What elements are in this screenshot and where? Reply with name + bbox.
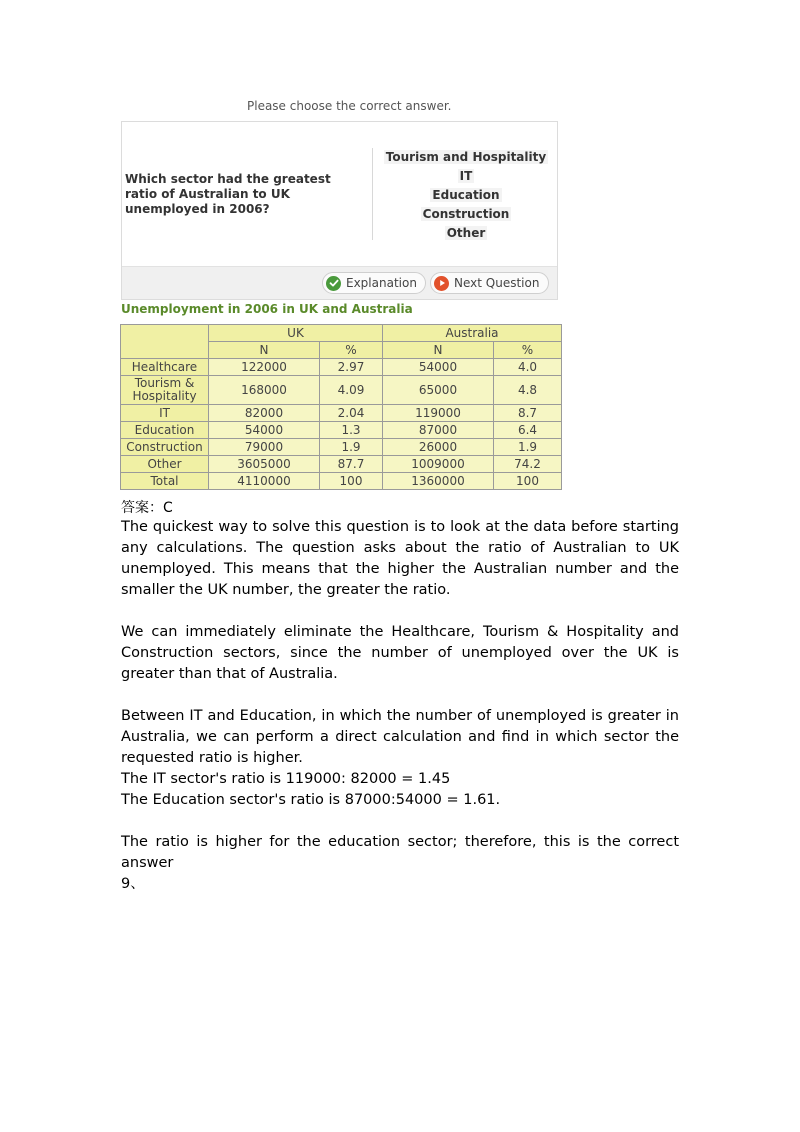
question-text: Which sector had the greatest ratio of Australian to UK unemployed in 2006?: [125, 172, 331, 216]
sector-label: IT: [121, 405, 209, 422]
uk-pct-cell: 87.7: [320, 456, 383, 473]
au-n-header: N: [383, 342, 494, 359]
table-row: [121, 439, 562, 456]
instruction-text: Please choose the correct answer.: [247, 99, 452, 113]
au-n-cell: 1360000: [383, 473, 494, 490]
uk-n-cell: 79000: [209, 439, 320, 456]
education-ratio-line: The Education sector's ratio is 87000:54000 = 1.61.: [121, 792, 501, 808]
au-pct-cell: 4.8: [494, 376, 562, 405]
check-icon: [326, 276, 341, 291]
option-tourism-hospitality[interactable]: Tourism and Hospitality: [385, 150, 547, 164]
corner-cell: [121, 325, 209, 359]
panel-divider: [372, 148, 373, 240]
table-row: [121, 422, 562, 439]
uk-pct-cell: 2.97: [320, 359, 383, 376]
option-education[interactable]: Education: [432, 188, 500, 202]
question-footer: [122, 266, 557, 299]
next-question-button[interactable]: [430, 272, 549, 294]
au-pct-header: %: [494, 342, 562, 359]
uk-pct-cell: 100: [320, 473, 383, 490]
uk-n-cell: 3605000: [209, 456, 320, 473]
unemployment-table: [120, 324, 562, 490]
table-row: [121, 359, 562, 376]
uk-n-cell: 122000: [209, 359, 320, 376]
table-row: [121, 473, 562, 490]
uk-pct-cell: 1.9: [320, 439, 383, 456]
uk-n-cell: 168000: [209, 376, 320, 405]
au-n-cell: 65000: [383, 376, 494, 405]
au-pct-cell: 74.2: [494, 456, 562, 473]
sector-label: Tourism & Hospitality: [121, 376, 209, 405]
uk-n-cell: 54000: [209, 422, 320, 439]
option-other[interactable]: Other: [446, 226, 486, 240]
au-pct-cell: 4.0: [494, 359, 562, 376]
it-ratio-line: The IT sector's ratio is 119000: 82000 = 1.45: [121, 771, 451, 787]
table-row: [121, 376, 562, 405]
uk-n-cell: 4110000: [209, 473, 320, 490]
au-pct-cell: 8.7: [494, 405, 562, 422]
au-n-cell: 54000: [383, 359, 494, 376]
option-construction[interactable]: Construction: [422, 207, 510, 221]
sector-label: Healthcare: [121, 359, 209, 376]
au-n-cell: 26000: [383, 439, 494, 456]
au-pct-cell: 6.4: [494, 422, 562, 439]
uk-pct-cell: 4.09: [320, 376, 383, 405]
explanation-paragraph-3: Between IT and Education, in which the number of unemployed is greater in Australia, we can perform a direct calculation and find in which sector the requested ratio is higher.: [121, 708, 679, 766]
next-question-number: 9、: [121, 876, 145, 892]
au-n-cell: 87000: [383, 422, 494, 439]
uk-pct-header: %: [320, 342, 383, 359]
explanation-paragraph-1: The quickest way to solve this question is to look at the data before starting any calculations. The question asks about the ratio of Australian to UK unemployed. This means that the higher the Australian number and the smaller the UK number, the greater the ratio.: [121, 519, 679, 598]
table-title: Unemployment in 2006 in UK and Australia: [121, 302, 413, 316]
uk-n-cell: 82000: [209, 405, 320, 422]
uk-group-header: UK: [209, 325, 383, 342]
next-question-label: Next Question: [454, 276, 540, 290]
answer-key: 答案：C: [121, 500, 173, 516]
answer-options: [377, 148, 555, 243]
explanation-button[interactable]: [322, 272, 426, 294]
au-n-cell: 1009000: [383, 456, 494, 473]
uk-pct-cell: 2.04: [320, 405, 383, 422]
question-panel: [121, 121, 558, 300]
sector-label: Education: [121, 422, 209, 439]
uk-n-header: N: [209, 342, 320, 359]
table-row: [121, 456, 562, 473]
sector-label: Total: [121, 473, 209, 490]
au-pct-cell: 100: [494, 473, 562, 490]
australia-group-header: Australia: [383, 325, 562, 342]
explanation-label: Explanation: [346, 276, 417, 290]
table-row: [121, 405, 562, 422]
explanation-paragraph-2: We can immediately eliminate the Healthcare, Tourism & Hospitality and Construction sectors, since the number of unemployed over the UK is greater than that of Australia.: [121, 624, 679, 682]
au-n-cell: 119000: [383, 405, 494, 422]
explanation-text: [121, 517, 679, 895]
au-pct-cell: 1.9: [494, 439, 562, 456]
uk-pct-cell: 1.3: [320, 422, 383, 439]
explanation-paragraph-4: The ratio is higher for the education sector; therefore, this is the correct answer: [121, 834, 679, 871]
sector-label: Other: [121, 456, 209, 473]
play-icon: [434, 276, 449, 291]
option-it[interactable]: IT: [459, 169, 473, 183]
group-header-row: [121, 325, 562, 342]
sector-label: Construction: [121, 439, 209, 456]
